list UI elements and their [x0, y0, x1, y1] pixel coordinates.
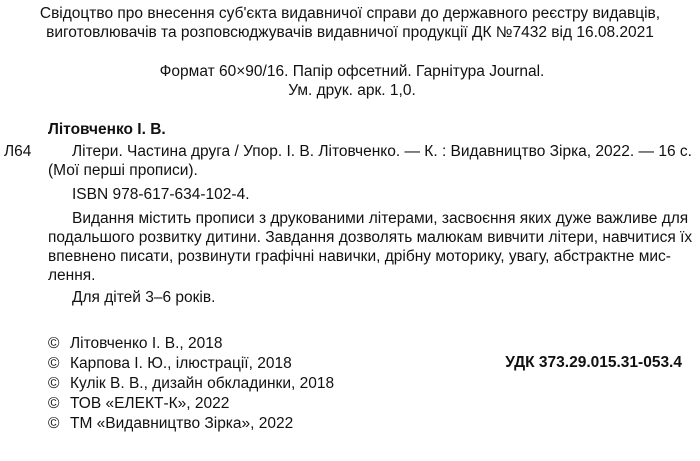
author-heading: Літовченко І. В.: [48, 121, 166, 138]
annotation-line-3: впевнено писати, розвинути графічні навички, дрібну моторику, увагу, абстрактне мис-: [48, 248, 671, 265]
bibliographic-line-2: (Мої перші прописи).: [48, 162, 198, 179]
isbn: ISBN 978-617-634-102-4.: [72, 186, 250, 203]
registration-line-1: Свідоцтво про внесення суб'єкта видавничої справи до державного реєстру видавців,: [39, 5, 661, 22]
bibliographic-line-1: Літери. Частина друга / Упор. І. В. Літовченко. — К. : Видавництво Зірка, 2022. — 16 с.: [72, 143, 692, 160]
udc-code: УДК 373.29.015.31-053.4: [505, 354, 682, 371]
copyright-text: Карпова І. Ю., ілюстрації, 2018: [70, 355, 292, 372]
copyright-sign: ©: [48, 355, 60, 372]
copyright-item: [48, 374, 334, 393]
copyright-item: [48, 414, 293, 433]
copyright-sign: ©: [48, 375, 60, 392]
format-line-1: Формат 60×90/16. Папір офсетний. Гарнітура Journal.: [159, 63, 545, 80]
copyright-sign: ©: [48, 395, 60, 412]
annotation-line-2: подальшого розвитку дитини. Завдання дозволять малюкам вивчити літери, навчитися їх: [48, 229, 693, 246]
copyright-text: ТОВ «ЕЛЕКТ-К», 2022: [70, 395, 230, 412]
copyright-text: ТМ «Видавництво Зірка», 2022: [70, 415, 294, 432]
copyright-item: [48, 354, 292, 373]
copyright-sign: ©: [48, 415, 60, 432]
copyright-item: [48, 334, 223, 353]
copyright-sign: ©: [48, 335, 60, 352]
format-line-2: Ум. друк. арк. 1,0.: [288, 82, 416, 99]
copyright-item: [48, 394, 229, 413]
annotation-line-1: Видання містить прописи з друкованими літерами, засвоєння яких дуже важливе для: [72, 210, 689, 227]
copyright-text: Літовченко І. В., 2018: [70, 335, 223, 352]
catalog-code: Л64: [4, 143, 32, 160]
annotation-line-4: лення.: [48, 267, 96, 284]
registration-line-2: виготовлювачів та розповсюджувачів видавничої продукції ДК №7432 від 16.08.2021: [46, 24, 654, 41]
age-note: Для дітей 3–6 років.: [72, 289, 216, 306]
copyright-text: Кулік В. В., дизайн обкладинки, 2018: [70, 375, 335, 392]
